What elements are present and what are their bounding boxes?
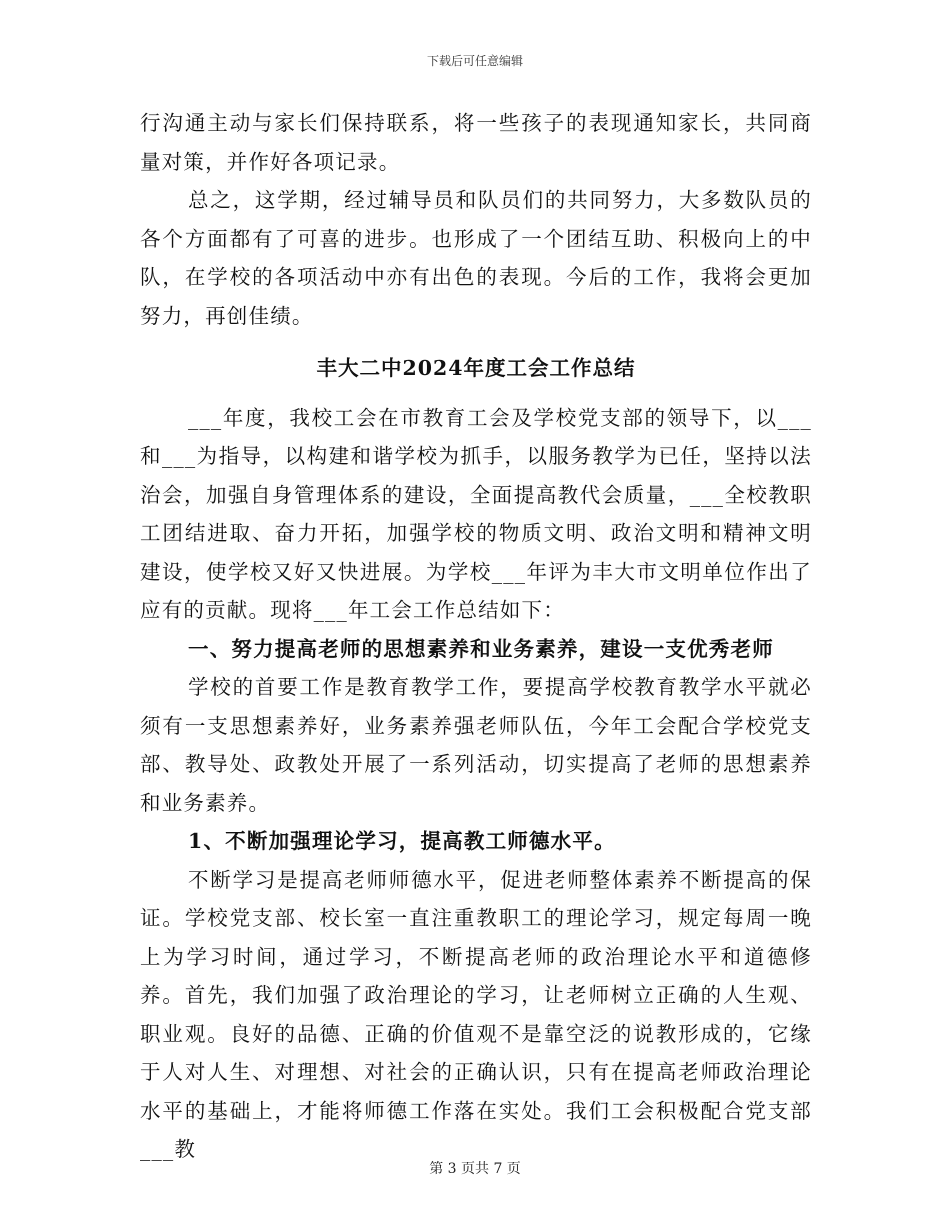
- paragraph-subsection-1: 不断学习是提高老师师德水平，促进老师整体素养不断提高的保证。学校党支部、校长室一直注重教职工的理论学习，规定每周一晚上为学习时间，通过学习，不断提高老师的政治理论水平和道德修养。首先，我们加强了政治理论的学习，让老师树立正确的人生观、职业观。良好的品德、正确的价值观不是靠空泛的说教形成的，它缘于人对人生、对理想、对社会的正确认识，只有在提高老师政治理论水平的基础上，才能将师德工作落在实处。我们工会积极配合党支部___教: [140, 867, 812, 1161]
- paragraph-continued: 行沟通主动与家长们保持联系，将一些孩子的表现通知家长，共同商量对策，并作好各项记录。: [140, 111, 812, 174]
- document-body: [140, 104, 812, 1169]
- paragraph-section-1: 学校的首要工作是教育教学工作，要提高学校教育教学水平就必须有一支思想素养好，业务素养强老师队伍，今年工会配合学校党支部、教导处、政教处开展了一系列活动，切实提高了老师的思想素养和业务素养。: [140, 675, 812, 815]
- paragraph-intro: ___年度，我校工会在市教育工会及学校党支部的领导下，以___和___为指导，以构建和谐学校为抓手，以服务教学为已任，坚持以法治会，加强自身管理体系的建设，全面提高教代会质量，___全校教职工团结进取、奋力开拓，加强学校的物质文明、政治文明和精神文明建设，使学校又好又快进展。为学校___年评为丰大市文明单位作出了应有的贡献。现将___年工会工作总结如下：: [140, 405, 812, 622]
- page-footer: 第 3 页共 7 页: [429, 1161, 521, 1177]
- section-heading-1: 一、努力提高老师的思想素养和业务素养，建设一支优秀老师: [188, 636, 774, 661]
- subsection-heading-1: 1、不断加强理论学习，提高教工师德水平。: [188, 829, 616, 853]
- page-header: 下载后可任意编辑: [426, 54, 523, 68]
- paragraph-summary: 总之，这学期，经过辅导员和队员们的共同努力，大多数队员的各个方面都有了可喜的进步。也形成了一个团结互助、积极向上的中队，在学校的各项活动中亦有出色的表现。今后的工作，我将会更加努力，再创佳绩。: [140, 188, 812, 328]
- document-title: 丰大二中2024年度工会工作总结: [316, 356, 636, 380]
